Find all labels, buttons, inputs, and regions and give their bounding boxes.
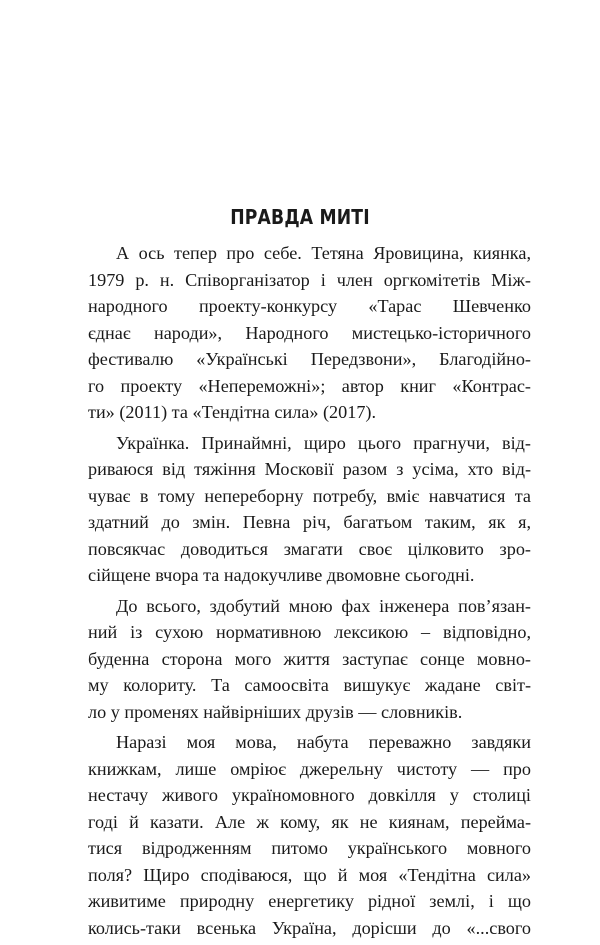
text-line: А ось тепер про себе. Тетяна Яровицина, киянка, (116, 243, 531, 263)
text-line: 1979 р. н. Співорганізатор і член оргкомітетів Між- (88, 269, 531, 290)
paragraph-3 (88, 593, 531, 726)
text-line: сійщене вчора та надокучливе двомовне сьогодні. (88, 565, 475, 585)
text-line: го проекту «Непереможні»; автор книг «Контрас- (88, 375, 531, 396)
chapter-title: ПРАВДА МИТІ (230, 205, 370, 229)
text-line: фестивалю «Українські Передзвони», Благодійно- (88, 349, 531, 369)
text-line: книжкам, лише омріює джерельну чистоту — про (88, 758, 531, 779)
text-line: Українка. Принаймні, щиро цього прагнучи, від- (116, 432, 531, 453)
text-line: тися відродженням питомо українського мовного (88, 838, 531, 858)
body-text (88, 240, 531, 945)
text-line: народного проекту-конкурсу «Тарас Шевченко (88, 296, 531, 316)
text-line: колись-таки всенька Україна, дорісши до «...свого (88, 917, 531, 938)
text-line: До всього, здобутий мною фах інженера пов’язан- (116, 595, 531, 616)
text-line: буденна сторона мого життя заступає сонце мовно- (88, 648, 531, 669)
text-line: поля? Щиро сподіваюся, що й моя «Тендітна сила» (88, 864, 531, 885)
paragraph-2 (88, 430, 531, 589)
paragraph-4 (88, 729, 531, 941)
text-line: годі й казати. Але ж кому, як не киянам, перейма- (88, 811, 531, 832)
text-line: здатний до змін. Певна річ, багатьом таким, як я, (88, 512, 531, 532)
text-line: ти» (2011) та «Тендітна сила» (2017). (88, 402, 377, 422)
text-line: єднає народи», Народного мистецько-історичного (88, 322, 531, 343)
text-line: ло у променях найвірніших друзів — словників. (88, 701, 463, 722)
text-line: Наразі моя мова, набута переважно завдяки (116, 732, 531, 752)
text-line: чуває в тому непереборну потребу, вміє навчатися та (88, 485, 531, 506)
text-line: риваюся від тяжіння Московії разом з усіма, хто від- (88, 459, 531, 479)
paragraph-1 (88, 240, 531, 426)
text-line: ний із сухою нормативною лексикою – відповідно, (88, 622, 531, 642)
text-line: му колориту. Та самоосвіта вишукує жадане світ- (88, 675, 531, 695)
text-line: повсякчас доводиться змагати своє цілковито зро- (88, 538, 531, 559)
text-line: живитиме природну енергетику рідної землі, і що (88, 891, 531, 911)
text-line: нестачу живого україномовного довкілля у столиці (88, 785, 531, 805)
